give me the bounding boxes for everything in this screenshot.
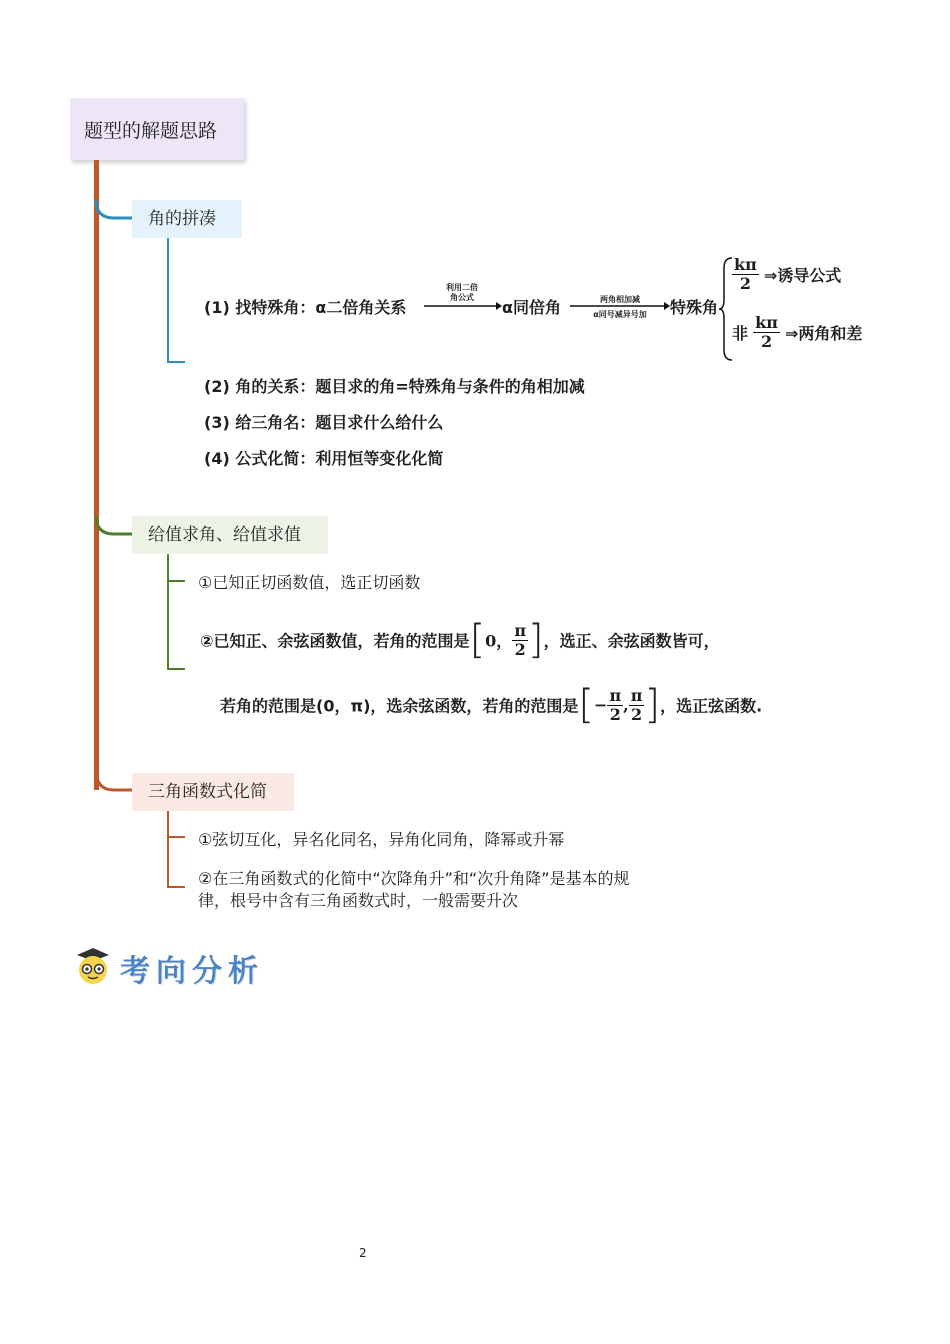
brace-bottom-row (732, 314, 862, 351)
branch-3-connector (96, 770, 132, 790)
item2: (2) 角的关系：题目求的角=特殊角与条件的角相加减 (204, 377, 585, 396)
mindmap-root (70, 98, 244, 160)
sec2-line2-den: 2 (514, 639, 526, 659)
arrow1-bottom-label: 角公式 (450, 293, 474, 302)
bracket-right-icon: ] (528, 617, 544, 663)
cat2-vertical-line (167, 554, 169, 669)
item3: (3) 给三角名：题目求什么给什么 (204, 413, 444, 432)
trunk-branches (94, 200, 134, 800)
category-simplification: 三角函数式化简 (132, 773, 294, 811)
minus-sign-icon: − (594, 695, 608, 715)
brace-top-den: 2 (739, 274, 751, 293)
item4: (4) 公式化简：利用恒等变化化简 (204, 449, 444, 468)
sec2-line3-neg-num: π (609, 685, 622, 705)
page-number: 2 (359, 1246, 367, 1260)
cat3-vertical-line (167, 811, 169, 887)
sec2-line2-fraction (512, 622, 528, 659)
sec2-line3-suffix: ，选正弦函数. (660, 696, 763, 716)
brace-bot-num: kπ (755, 313, 778, 332)
sec2-line2-interval-left: 0， (485, 631, 513, 651)
branch-1-connector (96, 200, 132, 218)
brace-bot-prefix: 非 (732, 324, 749, 343)
comma-sep-icon: , (623, 695, 629, 715)
sec2-line3-pos-num: π (630, 685, 643, 705)
sec2-line2-prefix: ②已知正、余弦函数值，若角的范围是 (200, 631, 470, 651)
brace-bot-result: ⇒两角和差 (785, 324, 863, 343)
cat2-tick-1 (167, 580, 185, 582)
sec2-line3 (220, 682, 762, 728)
cat1-vertical-line (167, 238, 169, 362)
sec3-line2a: ②在三角函数式的化简中“次降角升”和“次升角降”是基本的规 (198, 869, 630, 888)
arrow2-top-label: 两角相加减 (600, 295, 640, 304)
sec2-line3-pos-den: 2 (631, 704, 643, 724)
sec3-line2b: 律，根号中含有三角函数式时，一般需要升次 (198, 891, 519, 910)
category-given-value: 给值求角、给值求值 (132, 516, 328, 554)
cat3-tick-2 (167, 886, 185, 888)
bracket-left-2-icon: [ (578, 682, 595, 728)
brace-top-row (732, 256, 841, 293)
arrow1-icon (424, 300, 502, 312)
brace-top-result: ⇒诱导公式 (763, 266, 842, 285)
analysis-heading: 考向分析 (120, 954, 264, 989)
arrow2-icon (570, 300, 670, 312)
brace-top-num: kπ (734, 255, 757, 274)
brace-bot-den: 2 (760, 332, 773, 351)
item1-prefix: (1) 找特殊角：α二倍角关系 (204, 298, 407, 317)
cat3-tick-1 (167, 836, 185, 838)
arrow1-top-label: 利用二倍 (446, 283, 478, 292)
mindmap-title: 题型的解题思路 (84, 120, 218, 142)
cat1-tick (167, 361, 185, 363)
brace-bot-fraction (753, 314, 780, 351)
sec2-line3-pos-fraction (629, 687, 645, 724)
sec2-line2 (200, 617, 720, 663)
brace-top-fraction (732, 256, 759, 293)
scholar-face-icon (75, 946, 111, 986)
sec3-line1: ①弦切互化，异名化同名，异角化同角，降幂或升幂 (198, 830, 565, 849)
sec2-line2-suffix: ，选正、余弦函数皆可， (543, 631, 720, 651)
sec2-line3-neg-den: 2 (609, 704, 621, 724)
item1-end: 特殊角 (670, 298, 719, 317)
arrow2-bottom-label: α同号减异号加 (593, 310, 647, 319)
bracket-right-2-icon: ] (644, 682, 661, 728)
branch-2-connector (96, 516, 132, 534)
sec2-line2-num: π (514, 620, 527, 640)
sec2-line3-prefix: 若角的范围是(0，π)，选余弦函数，若角的范围是 (220, 696, 579, 716)
sec2-line3-neg-fraction (607, 687, 623, 724)
sec2-line1: ①已知正切函数值，选正切函数 (198, 573, 421, 592)
category-angle-composition: 角的拼凑 (132, 200, 242, 238)
item1-mid: α同倍角 (502, 298, 561, 317)
cat2-tick-2 (167, 668, 185, 670)
bracket-left-icon: [ (469, 617, 486, 663)
